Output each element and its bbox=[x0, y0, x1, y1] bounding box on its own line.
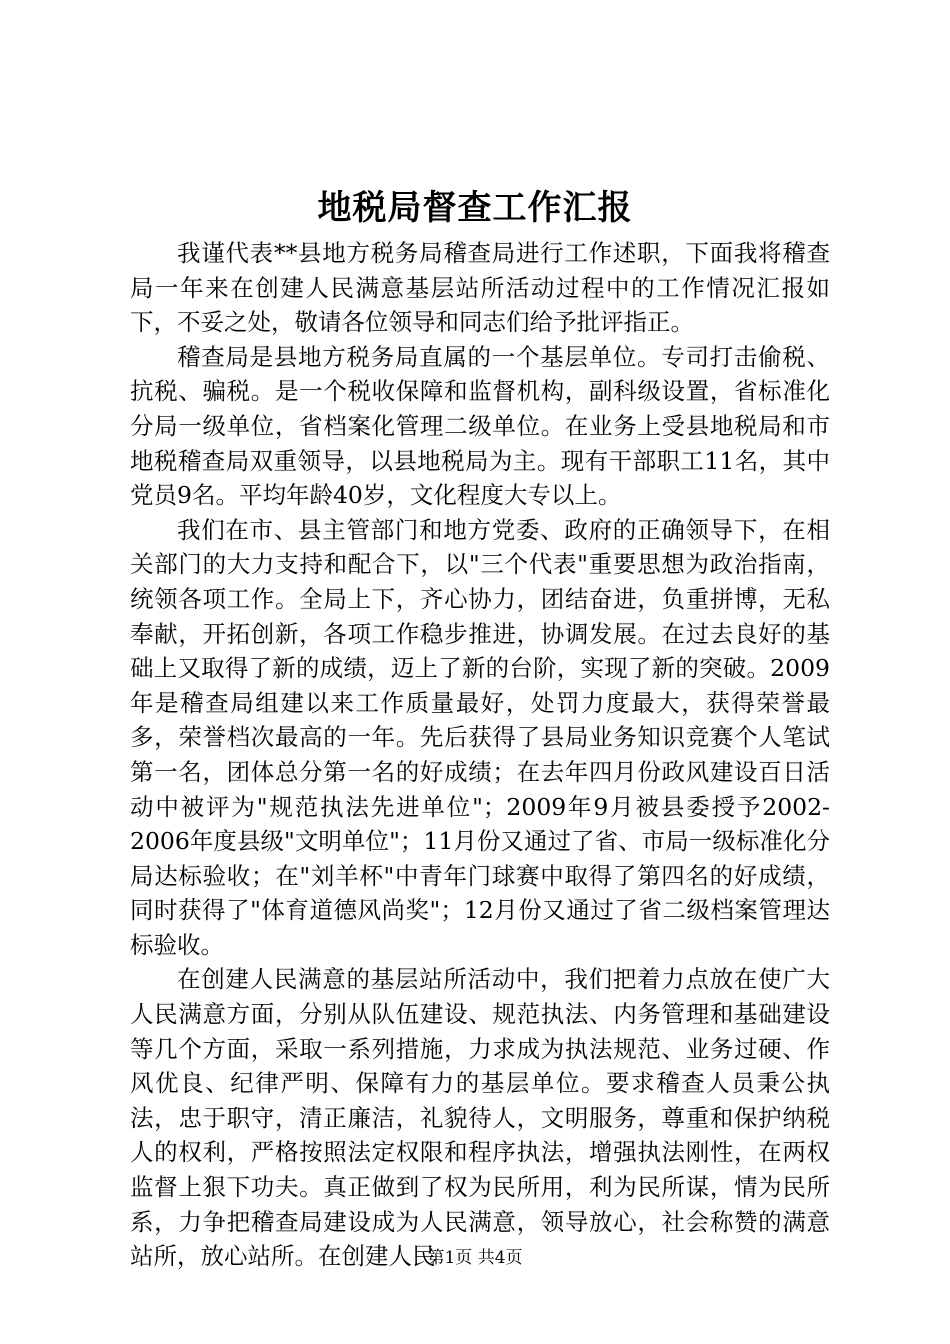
paragraph: 我们在市、县主管部门和地方党委、政府的正确领导下，在相关部门的大力支持和配合下，以"三个代表"重要思想为政治指南，统领各项工作。全局上下，齐心协力，团结奋进，负重拼博，无私奉献，开拓创新，各项工作稳步推进，协调发展。在过去良好的基础上又取得了新的成绩，迈上了新的台阶，实现了新的突破。2009年是稽查局组建以来工作质量最好，处罚力度最大，获得荣誉最多，荣誉档次最高的一年。先后获得了县局业务知识竞赛个人笔试第一名，团体总分第一名的好成绩；在去年四月份政风建设百日活动中被评为"规范执法先进单位"；2009年9月被县委授予2002-2006年度县级"文明单位"；11月份又通过了省、市局一级标准化分局达标验收；在"刘羊杯"中青年门球赛中取得了第四名的好成绩，同时获得了"体育道德风尚奖"；12月份又通过了省二级档案管理达标验收。 bbox=[130, 515, 830, 959]
paragraph: 稽查局是县地方税务局直属的一个基层单位。专司打击偷税、抗税、骗税。是一个税收保障和监督机构，副科级设置，省标准化分局一级单位，省档案化管理二级单位。在业务上受县地税局和市地税稽查局双重领导，以县地税局为主。现有干部职工11名，其中党员9名。平均年龄40岁，文化程度大专以上。 bbox=[130, 342, 830, 510]
paragraph: 在创建人民满意的基层站所活动中，我们把着力点放在使广大人民满意方面，分别从队伍建设、规范执法、内务管理和基础建设等几个方面，采取一系列措施，力求成为执法规范、业务过硬、作风优良、纪律严明、保障有力的基层单位。要求稽查人员秉公执法，忠于职守，清正廉洁，礼貌待人，文明服务，尊重和保护纳税人的权利，严格按照法定权限和程序执法，增强执法刚性，在两权监督上狠下功夫。真正做到了权为民所用，利为民所谋，情为民所系，力争把稽查局建设成为人民满意，领导放心，社会称赞的满意站所，放心站所。在创建人民 bbox=[130, 965, 830, 1271]
document-body bbox=[130, 236, 830, 1274]
paragraph: 我谨代表**县地方税务局稽查局进行工作述职，下面我将稽查局一年来在创建人民满意基层站所活动过程中的工作情况汇报如下，不妥之处，敬请各位领导和同志们给予批评指正。 bbox=[130, 239, 830, 337]
document-title: 地税局督查工作汇报 bbox=[317, 188, 633, 228]
page-number-footer: 第1页 共4页 bbox=[427, 1248, 523, 1268]
